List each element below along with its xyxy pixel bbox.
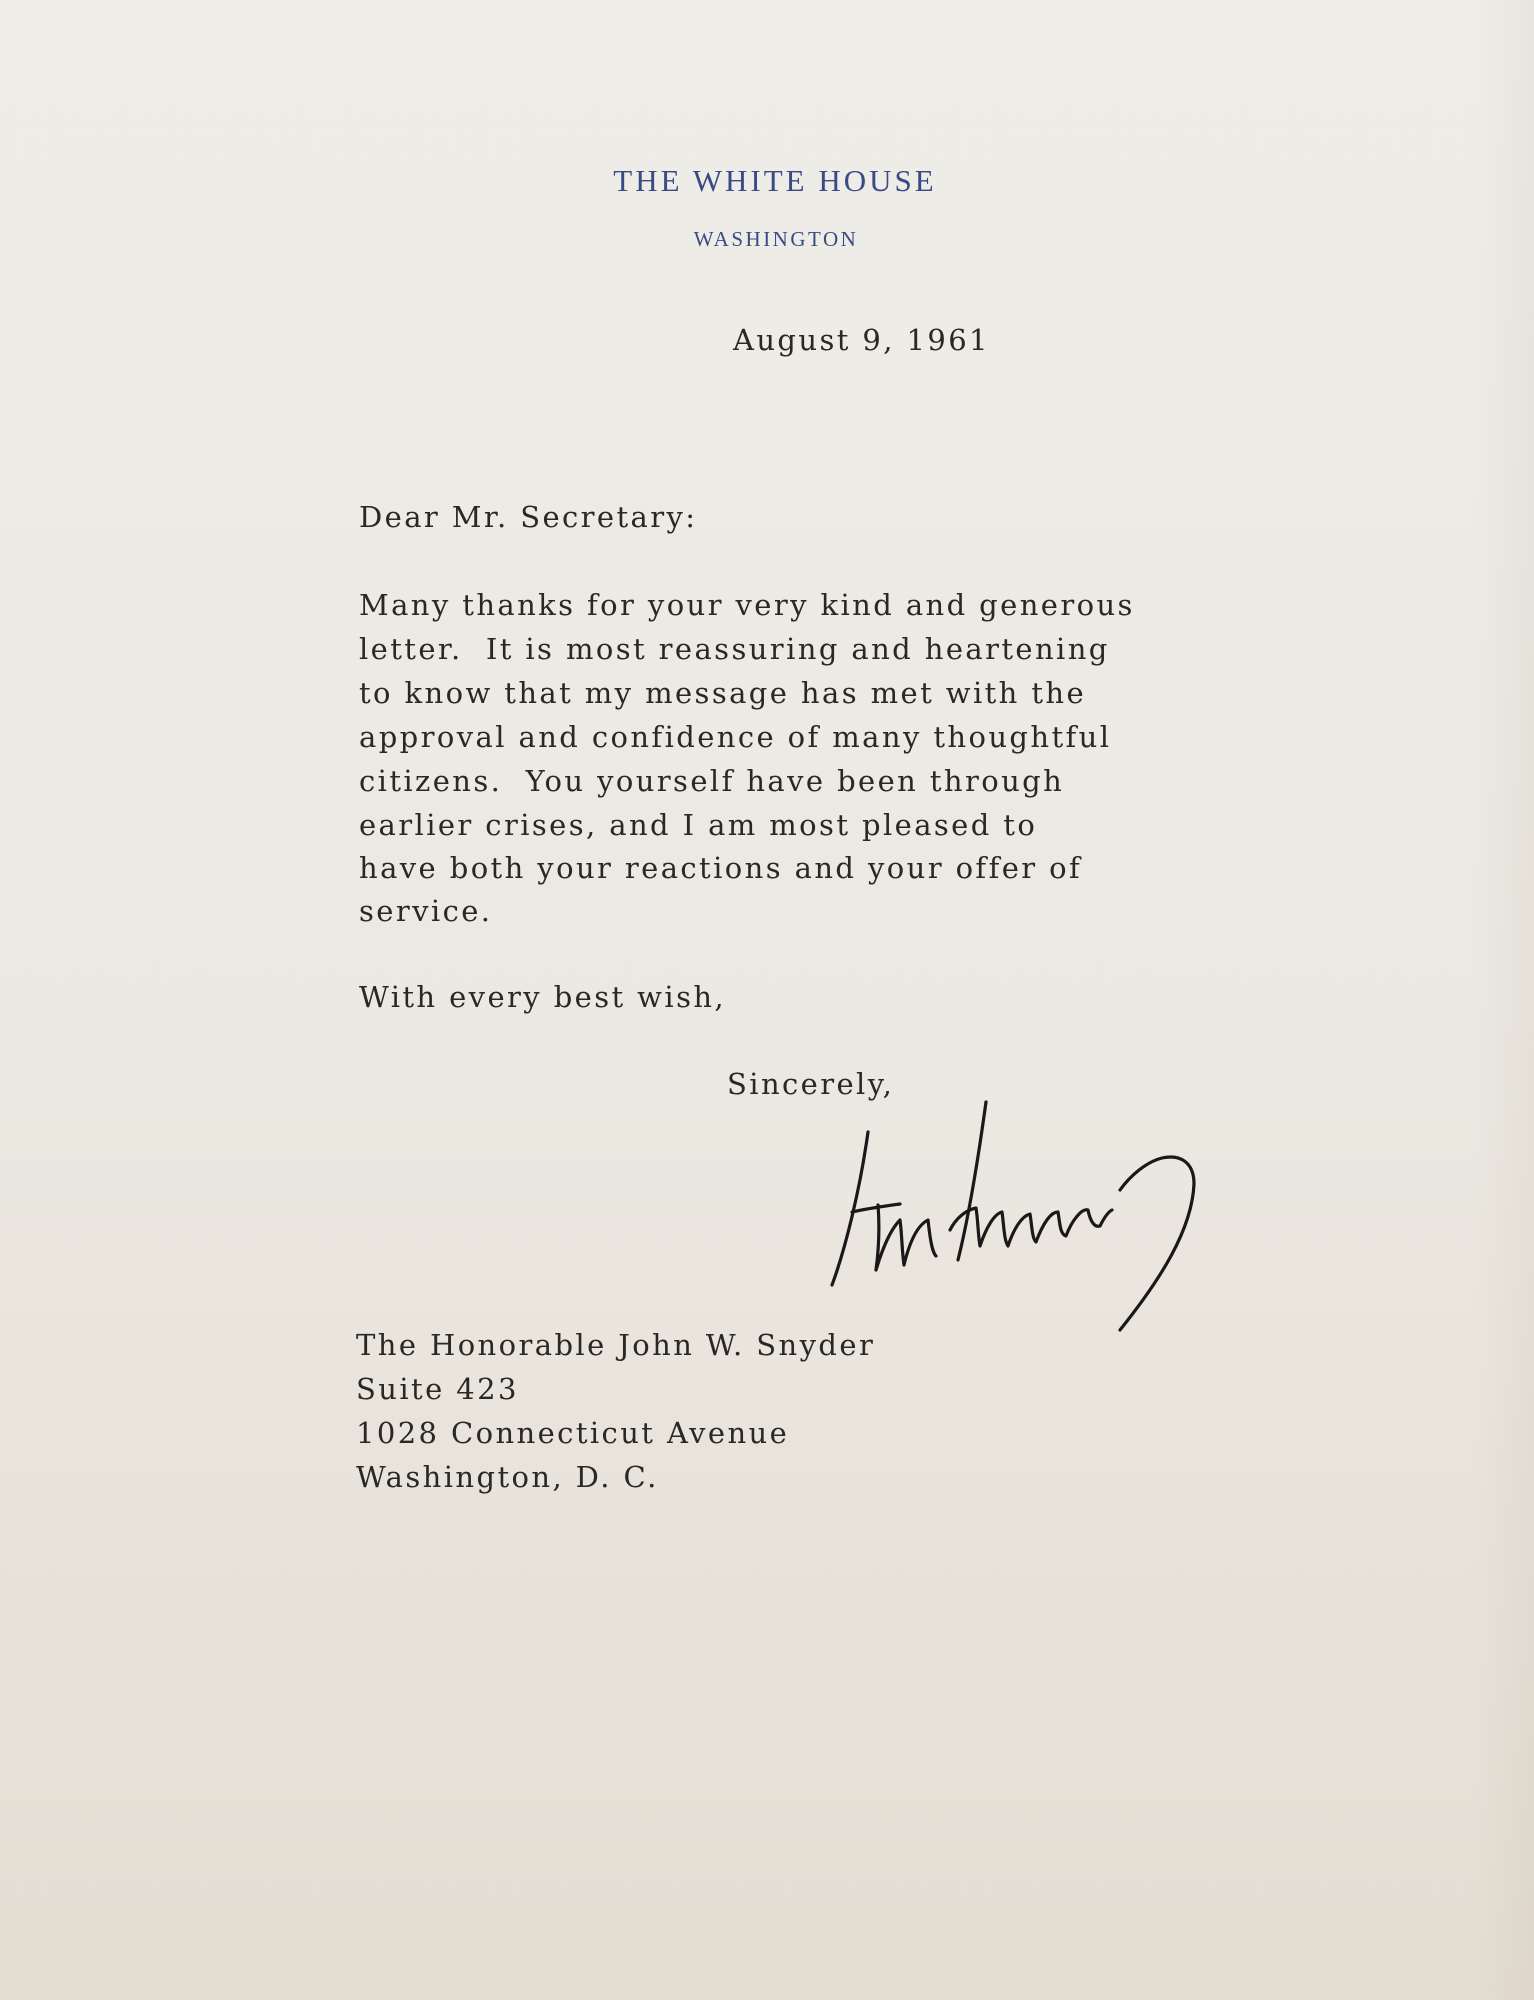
recipient-line: Suite 423 <box>356 1372 519 1406</box>
recipient-line: 1028 Connecticut Avenue <box>356 1416 790 1450</box>
body-line: service. <box>359 894 493 928</box>
body-line: have both your reactions and your offer of <box>359 851 1083 885</box>
signature <box>790 1080 1240 1340</box>
body-line: approval and confidence of many thoughtful <box>359 720 1112 754</box>
body-line: to know that my message has met with the <box>359 676 1087 710</box>
letter-date: August 9, 1961 <box>733 323 990 357</box>
body-line: earlier crises, and I am most pleased to <box>359 808 1038 842</box>
recipient-line: The Honorable John W. Snyder <box>356 1328 876 1362</box>
body-line: citizens. You yourself have been through <box>359 764 1065 798</box>
closing-line: With every best wish, <box>359 980 727 1014</box>
signoff: Sincerely, <box>727 1067 895 1101</box>
body-line: Many thanks for your very kind and generous <box>359 588 1135 622</box>
letterhead-city: WASHINGTON <box>693 227 859 251</box>
letterhead-title: THE WHITE HOUSE <box>613 163 937 198</box>
body-line: letter. It is most reassuring and heartening <box>359 632 1110 666</box>
salutation: Dear Mr. Secretary: <box>359 500 698 534</box>
recipient-line: Washington, D. C. <box>356 1460 659 1494</box>
